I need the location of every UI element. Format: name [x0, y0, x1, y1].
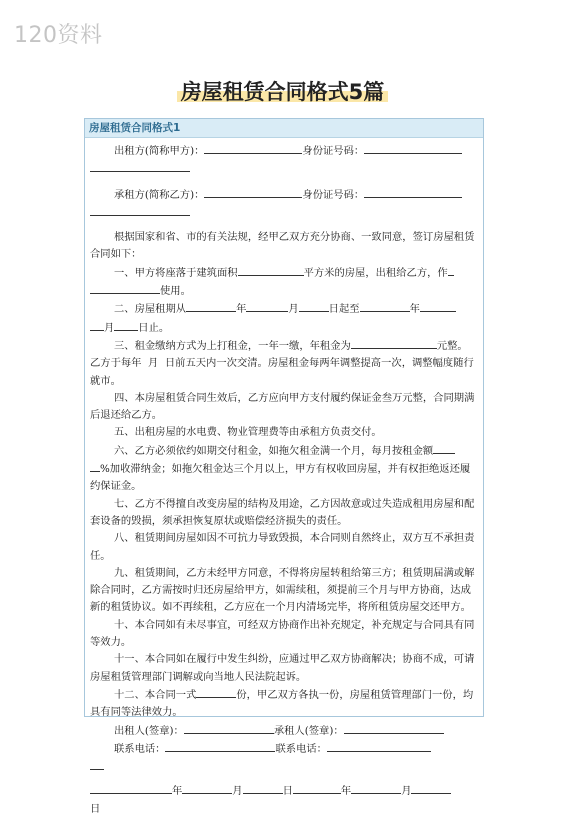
signature-line: 出租人(签章)： 承租人(签章)： [90, 722, 478, 740]
lessor-id-blank [364, 142, 462, 154]
lessee-id-blank [364, 186, 462, 198]
lessor-name-blank [204, 142, 302, 154]
clause-4: 四、本房屋租赁合同生效后，乙方应向甲方支付履约保证金叁万元整，合同期满后退还给乙方。 [90, 391, 475, 422]
clause-5: 五、出租房屋的水电费、物业管理费等由承租方负责交付。 [114, 426, 382, 439]
lessee-line: 承租方(简称乙方)： 身份证号码： [90, 186, 478, 204]
lessee-continuation [90, 204, 478, 222]
watermark-logo: 120资料 [14, 23, 103, 48]
clause-8: 八、租赁期间房屋如因不可抗力导致毁损，本合同则自然终止，双方互不承担责任。 [90, 532, 475, 562]
clause-11: 十一、本合同如在履行中发生纠纷，应通过甲乙双方协商解决；协商不成，可请房屋租赁管理部门调解或向当地人民法院起诉。 [90, 653, 475, 683]
phone-line: 联系电话： 联系电话： [90, 740, 478, 777]
clause-1: 一、甲方将座落于建筑面积 平方米的房屋，出租给乙方，作 使用。 [90, 264, 478, 301]
section-header: 房屋租赁合同格式1 [85, 119, 483, 138]
clause-12: 十二、本合同一式 份，甲乙双方各执一份，房屋租赁管理部门一份，均具有同等法律效力。 [90, 686, 478, 722]
contract-body [85, 138, 483, 818]
lessor-line: 出租方(简称甲方)： 身份证号码： [90, 142, 478, 160]
clause-7: 七、乙方不得擅自改变房屋的结构及用途，乙方因故意或过失造成租用房屋和配套设备的毁损，须承担恢复原状或赔偿经济损失的责任。 [90, 497, 475, 527]
clause-2: 二、房屋租期从 年 月 日起至 年 月 日止。 [90, 300, 478, 337]
date-line: 年 月 日 年 月 日 [90, 782, 478, 818]
clause-10: 十、本合同如有未尽事宜，可经双方协商作出补充规定，补充规定与合同具有同等效力。 [90, 618, 475, 649]
clause-3: 三、租金缴纳方式为上打租金，一年一缴，年租金为 元整。 乙方于每年 月 日前五天内一次交清。房屋租金每两年调整提高一次，调整幅度随行就市。 [90, 337, 478, 390]
lessee-name-blank [204, 186, 302, 198]
document-panel [84, 118, 484, 815]
preamble: 根据国家和省、市的有关法规，经甲乙双方充分协商、一致同意，签订房屋租赁合同如下： [90, 231, 475, 261]
clause-9: 九、租赁期间，乙方未经甲方同意，不得将房屋转租给第三方；租赁期届满或解除合同时，乙方需按时归还房屋给甲方，如需续租，须提前三个月与甲方协商，达成新的租赁协议。如不再续租，乙方应在一个月内清场完毕，将所租赁房屋交还甲方。 [90, 566, 475, 614]
clause-6: 六、乙方必须依约如期交付租金，如拖欠租金满一个月，每月按租金额 %加收滞纳金；如拖欠租金达三个月以上，甲方有权收回房屋，并有权拒绝返还履约保证金。 [90, 442, 478, 496]
page-title-text: 房屋租赁合同格式5篇 [177, 80, 389, 104]
lessor-continuation [90, 160, 478, 178]
page-title [0, 76, 565, 106]
